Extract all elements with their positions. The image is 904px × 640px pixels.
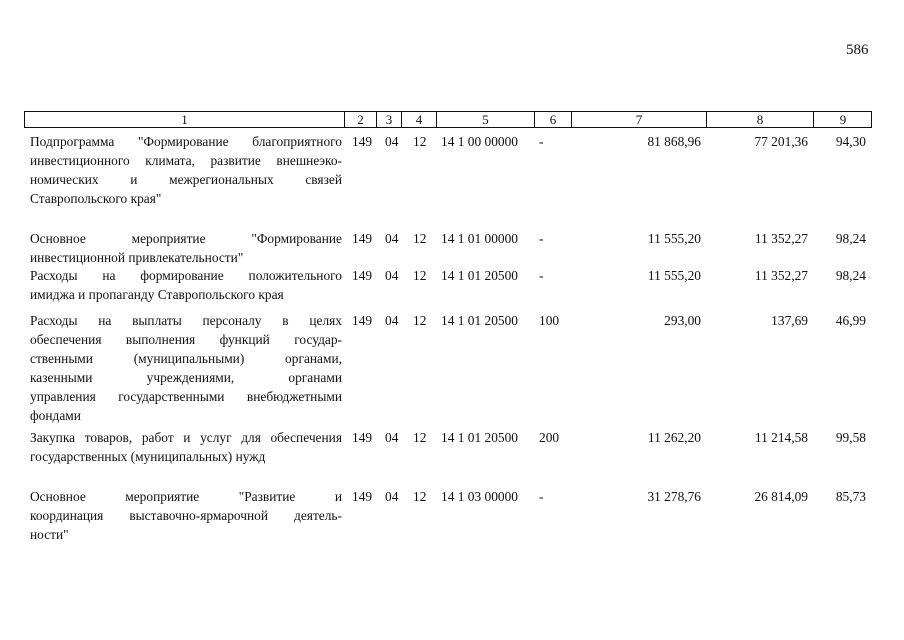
cell-c3: 04	[385, 268, 399, 283]
cell-c4: 12	[413, 430, 427, 445]
cell-c6: 100	[539, 313, 560, 328]
cell-c5: 14 1 01 20500	[441, 313, 518, 328]
description-line: управления государственными внебюджетными	[30, 389, 342, 404]
cell-c8: 26 814,09	[754, 489, 808, 504]
cell-c6: -	[539, 489, 544, 504]
cell-c5: 14 1 01 20500	[441, 430, 518, 445]
row-description	[30, 132, 342, 208]
description-line: Расходы на выплаты персоналу в целях	[30, 313, 342, 328]
cell-c6: -	[539, 231, 544, 246]
cell-c2: 149	[352, 313, 373, 328]
cell-c8: 11 214,58	[754, 430, 808, 445]
cell-c2: 149	[352, 134, 373, 149]
description-line: казенными учреждениями, органами	[30, 370, 342, 385]
description-line: государственных (муниципальных) нужд	[30, 449, 266, 464]
description-line: Закупка товаров, работ и услуг для обеспечения	[30, 430, 342, 445]
cell-c2: 149	[352, 231, 373, 246]
cell-c3: 04	[385, 489, 399, 504]
cell-c7: 11 262,20	[647, 430, 701, 445]
row-description	[30, 487, 342, 544]
cell-c2: 149	[352, 430, 373, 445]
cell-c6: -	[539, 268, 544, 283]
header-col-7: 7	[571, 112, 706, 127]
cell-c3: 04	[385, 231, 399, 246]
cell-c7: 293,00	[664, 313, 701, 328]
header-col-6: 6	[534, 112, 571, 127]
row-description	[30, 266, 342, 304]
description-line: ности"	[30, 527, 69, 542]
cell-c7: 81 868,96	[647, 134, 701, 149]
description-line: координация выставочно-ярмарочной деятель-	[30, 508, 342, 523]
description-line: Ставропольского края"	[30, 191, 162, 206]
cell-c9: 98,24	[835, 268, 866, 283]
cell-c5: 14 1 01 00000	[441, 231, 518, 246]
cell-c2: 149	[352, 268, 373, 283]
cell-c9: 99,58	[835, 430, 866, 445]
description-line: фондами	[30, 408, 81, 423]
cell-c5: 14 1 03 00000	[441, 489, 518, 504]
description-line: ственными (муниципальными) органами,	[30, 351, 342, 366]
cell-c5: 14 1 01 20500	[441, 268, 518, 283]
description-line: Основное мероприятие "Формирование	[30, 231, 342, 246]
cell-c9: 98,24	[835, 231, 866, 246]
cell-c3: 04	[385, 430, 399, 445]
cell-c3: 04	[385, 313, 399, 328]
description-line: номических и межрегиональных связей	[30, 172, 342, 187]
header-col-5: 5	[436, 112, 534, 127]
row-description	[30, 428, 342, 466]
header-col-3: 3	[376, 112, 401, 127]
cell-c4: 12	[413, 231, 427, 246]
header-col-8: 8	[706, 112, 813, 127]
cell-c6: -	[539, 134, 544, 149]
description-line: имиджа и пропаганду Ставропольского края	[30, 287, 284, 302]
cell-c3: 04	[385, 134, 399, 149]
cell-c8: 11 352,27	[754, 268, 808, 283]
table-header	[24, 111, 872, 128]
description-line: инвестиционного климата, развитие внешнеэко-	[30, 153, 342, 168]
row-description	[30, 229, 342, 267]
page-number: 586	[846, 42, 869, 58]
cell-c4: 12	[413, 489, 427, 504]
description-line: обеспечения выполнения функций государ-	[30, 332, 342, 347]
row-description	[30, 311, 342, 425]
cell-c4: 12	[413, 268, 427, 283]
header-col-1: 1	[181, 112, 188, 127]
cell-c8: 11 352,27	[754, 231, 808, 246]
description-line: Подпрограмма "Формирование благоприятного	[30, 134, 342, 149]
cell-c5: 14 1 00 00000	[441, 134, 518, 149]
cell-c4: 12	[413, 313, 427, 328]
cell-c9: 85,73	[835, 489, 866, 504]
cell-c7: 31 278,76	[647, 489, 701, 504]
cell-c4: 12	[413, 134, 427, 149]
description-line: Расходы на формирование положительного	[30, 268, 342, 283]
cell-c2: 149	[352, 489, 373, 504]
header-col-2: 2	[344, 112, 376, 127]
cell-c9: 94,30	[835, 134, 866, 149]
header-col-4: 4	[401, 112, 436, 127]
cell-c8: 77 201,36	[754, 134, 808, 149]
cell-c7: 11 555,20	[647, 268, 701, 283]
cell-c9: 46,99	[835, 313, 866, 328]
description-line: Основное мероприятие "Развитие и	[30, 489, 342, 504]
description-line: инвестиционной привлекательности"	[30, 250, 244, 265]
header-col-9: 9	[813, 112, 872, 127]
cell-c8: 137,69	[771, 313, 808, 328]
cell-c6: 200	[539, 430, 560, 445]
cell-c7: 11 555,20	[647, 231, 701, 246]
